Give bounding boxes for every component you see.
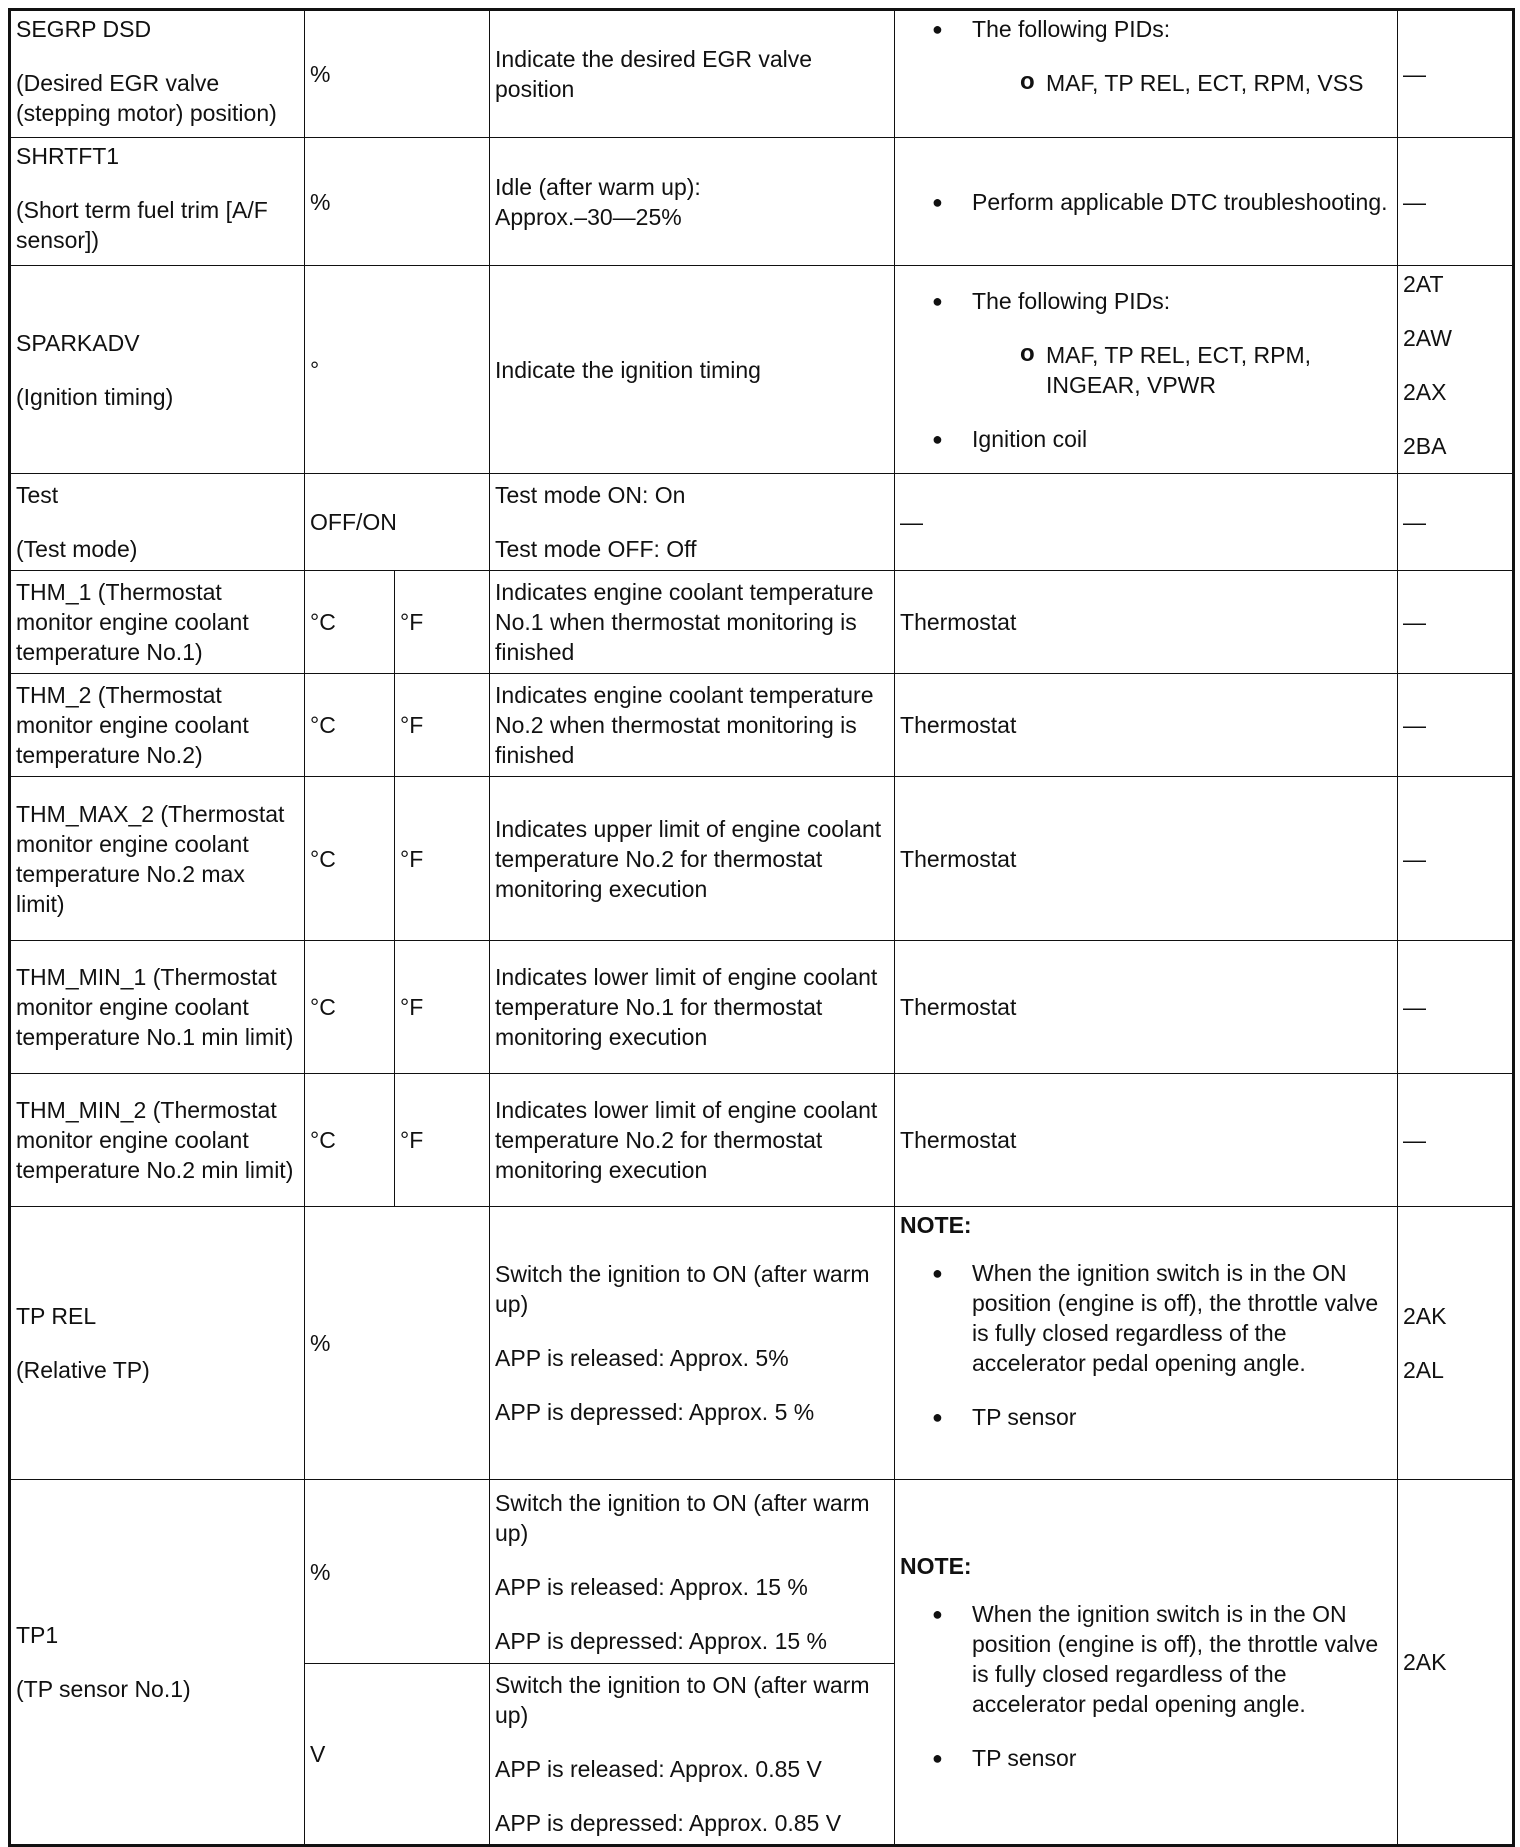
table-row <box>10 266 1514 474</box>
pid-name-cell <box>10 474 305 571</box>
condition-cell <box>490 1480 895 1664</box>
table-row <box>10 571 1514 674</box>
unit-cell: ° <box>305 266 490 474</box>
pid-name-cell: THM_1 (Thermostat monitor engine coolant temperature No.1) <box>10 571 305 674</box>
pid-description: (Short term fuel trim [A/F sensor]) <box>16 197 268 253</box>
pid-name: TP1 <box>16 1622 59 1648</box>
condition-cell: Indicate the ignition timing <box>490 266 895 474</box>
pid-sub-list: o MAF, TP REL, ECT, RPM, INGEAR, VPWR <box>1046 340 1392 400</box>
condition-line: APP is depressed: Approx. 15 % <box>495 1627 828 1654</box>
dtc-cell: — <box>1398 1074 1514 1207</box>
inspection-cell <box>895 1207 1398 1480</box>
unit-fahrenheit-cell: °F <box>395 1074 490 1207</box>
dtc-cell: — <box>1398 941 1514 1074</box>
pid-name: SEGRP DSD <box>16 16 152 42</box>
dtc-code: 2AK <box>1403 1303 1447 1329</box>
condition-line: Switch the ignition to ON (after warm up) <box>495 1489 870 1546</box>
unit-fahrenheit-cell: °F <box>395 571 490 674</box>
dtc-code: 2BA <box>1403 433 1447 459</box>
inspection-item <box>972 286 1392 400</box>
unit-celsius-cell: °C <box>305 571 395 674</box>
pid-name-cell: THM_MIN_1 (Thermostat monitor engine coolant temperature No.1 min limit) <box>10 941 305 1074</box>
condition-cell <box>490 138 895 266</box>
condition-line: Test mode ON: On <box>495 482 686 508</box>
condition-line: APP is depressed: Approx. 5 % <box>495 1399 815 1425</box>
pid-name-cell <box>10 138 305 266</box>
pid-name-cell <box>10 10 305 138</box>
dtc-cell: — <box>1398 777 1514 941</box>
condition-line: APP is released: Approx. 0.85 V <box>495 1756 822 1782</box>
table-row <box>10 777 1514 941</box>
pid-description: (Desired EGR valve (stepping motor) position) <box>16 70 277 126</box>
condition-cell <box>490 1664 895 1846</box>
dtc-cell: — <box>1398 474 1514 571</box>
table-row <box>10 674 1514 777</box>
pid-name: Test <box>16 482 59 508</box>
unit-cell: % <box>305 138 490 266</box>
inspection-item: ● When the ignition switch is in the ON position (engine is off), the throttle valve is fully closed regardless of the accelerator pedal opening angle. <box>972 1258 1392 1378</box>
pid-name-cell: THM_MAX_2 (Thermostat monitor engine coolant temperature No.2 max limit) <box>10 777 305 941</box>
table-row <box>10 1207 1514 1480</box>
inspection-item: ● Perform applicable DTC troubleshooting. <box>972 187 1392 217</box>
unit-cell: % <box>305 10 490 138</box>
inspection-item: ● TP sensor <box>972 1743 1392 1773</box>
condition-line: APP is released: Approx. 5% <box>495 1345 789 1371</box>
pid-name-cell: THM_MIN_2 (Thermostat monitor engine coolant temperature No.2 min limit) <box>10 1074 305 1207</box>
dtc-cell: 2AK <box>1398 1480 1514 1846</box>
unit-fahrenheit-cell: °F <box>395 941 490 1074</box>
inspection-cell <box>895 1480 1398 1846</box>
condition-cell: Indicate the desired EGR valve position <box>490 10 895 138</box>
pid-name: SPARKADV <box>16 329 140 356</box>
unit-fahrenheit-cell: °F <box>395 777 490 941</box>
table-row <box>10 941 1514 1074</box>
inspection-text: The following PIDs: <box>972 287 1171 314</box>
table-row <box>10 1480 1514 1664</box>
pid-name-cell <box>10 266 305 474</box>
inspection-cell <box>895 10 1398 138</box>
pid-name-cell: THM_2 (Thermostat monitor engine coolant temperature No.2) <box>10 674 305 777</box>
pid-description: (TP sensor No.1) <box>16 1676 191 1702</box>
inspection-item: ● When the ignition switch is in the ON position (engine is off), the throttle valve is fully closed regardless of the accelerator pedal opening angle. <box>972 1599 1392 1719</box>
pid-name-cell <box>10 1480 305 1846</box>
inspection-cell: — <box>895 474 1398 571</box>
condition-cell: Indicates lower limit of engine coolant temperature No.2 for thermostat monitoring execution <box>490 1074 895 1207</box>
pid-description: (Test mode) <box>16 536 138 562</box>
pid-name: SHRTFT1 <box>16 143 120 169</box>
unit-cell: V <box>305 1664 490 1846</box>
dtc-cell <box>1398 266 1514 474</box>
inspection-cell: Thermostat <box>895 1074 1398 1207</box>
note-label: NOTE: <box>900 1553 972 1579</box>
table-row <box>10 474 1514 571</box>
pid-description: (Ignition timing) <box>16 383 174 410</box>
inspection-item: ● Ignition coil <box>972 424 1392 454</box>
condition-cell <box>490 474 895 571</box>
unit-celsius-cell: °C <box>305 674 395 777</box>
dtc-code: 2AL <box>1403 1357 1444 1383</box>
inspection-cell: Thermostat <box>895 777 1398 941</box>
condition-line: Test mode OFF: Off <box>495 536 697 562</box>
inspection-cell <box>895 266 1398 474</box>
table-row <box>10 1074 1514 1207</box>
pid-sub-list: o MAF, TP REL, ECT, RPM, VSS <box>1046 68 1392 98</box>
dtc-cell: — <box>1398 10 1514 138</box>
dtc-cell: — <box>1398 571 1514 674</box>
condition-cell <box>490 1207 895 1480</box>
inspection-cell: Thermostat <box>895 941 1398 1074</box>
inspection-cell <box>895 138 1398 266</box>
dtc-code: 2AX <box>1403 379 1447 405</box>
condition-cell: Indicates engine coolant temperature No.1 when thermostat monitoring is finished <box>490 571 895 674</box>
condition-cell: Indicates lower limit of engine coolant temperature No.1 for thermostat monitoring execution <box>490 941 895 1074</box>
unit-celsius-cell: °C <box>305 1074 395 1207</box>
inspection-item: ● TP sensor <box>972 1402 1392 1432</box>
table-row <box>10 138 1514 266</box>
dtc-cell: — <box>1398 674 1514 777</box>
dtc-code: 2AW <box>1403 325 1453 351</box>
table-row <box>10 10 1514 138</box>
pid-monitor-table <box>8 8 1515 1847</box>
condition-line: Switch the ignition to ON (after warm up) <box>495 1672 870 1728</box>
inspection-text: The following PIDs: <box>972 16 1171 42</box>
condition-line: APP is released: Approx. 15 % <box>495 1573 808 1600</box>
dtc-code: 2AT <box>1403 271 1444 297</box>
inspection-cell: Thermostat <box>895 571 1398 674</box>
note-label: NOTE: <box>900 1212 972 1238</box>
condition-cell: Indicates engine coolant temperature No.2 when thermostat monitoring is finished <box>490 674 895 777</box>
unit-fahrenheit-cell: °F <box>395 674 490 777</box>
pid-name: TP REL <box>16 1303 97 1329</box>
condition-cell: Indicates upper limit of engine coolant temperature No.2 for thermostat monitoring execution <box>490 777 895 941</box>
dtc-cell <box>1398 1207 1514 1480</box>
inspection-cell: Thermostat <box>895 674 1398 777</box>
pid-name-cell <box>10 1207 305 1480</box>
pid-description: (Relative TP) <box>16 1357 150 1383</box>
unit-cell: % <box>305 1207 490 1480</box>
unit-celsius-cell: °C <box>305 941 395 1074</box>
unit-cell: % <box>305 1480 490 1664</box>
condition-line: Approx.–30—25% <box>495 203 682 230</box>
inspection-item <box>972 14 1392 98</box>
unit-celsius-cell: °C <box>305 777 395 941</box>
unit-cell: OFF/ON <box>305 474 490 571</box>
condition-line: Switch the ignition to ON (after warm up) <box>495 1261 870 1317</box>
condition-line: Idle (after warm up): <box>495 173 701 200</box>
condition-line: APP is depressed: Approx. 0.85 V <box>495 1810 842 1836</box>
dtc-cell: — <box>1398 138 1514 266</box>
